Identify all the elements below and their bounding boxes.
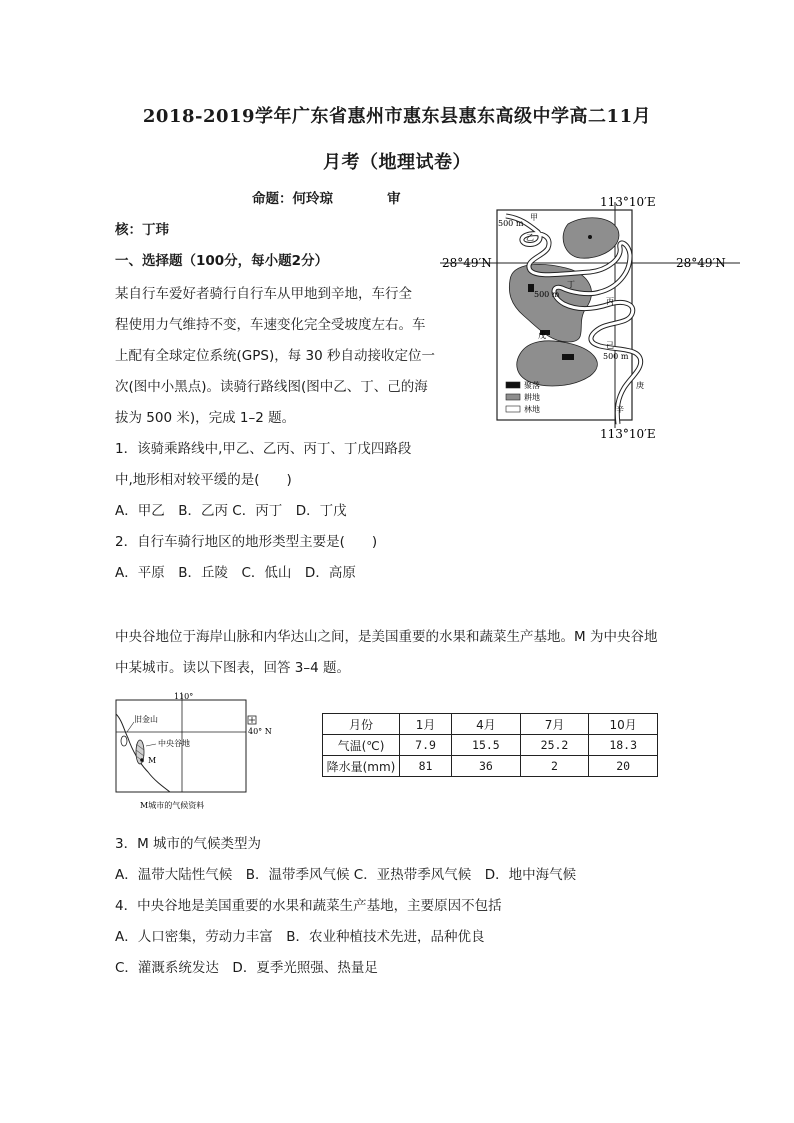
intro-line: 上配有全球定位系统(GPS)，每 30 秒自动接收定位一 <box>115 348 435 364</box>
legend-settlement: 聚落 <box>524 381 540 390</box>
table-cell: 7.9 <box>400 735 452 756</box>
table-header-cell: 1月 <box>400 714 452 735</box>
valley-label: 中央谷地 <box>158 739 190 748</box>
us-map <box>112 690 272 812</box>
intro-line: 拔为 500 米)，完成 1–2 题。 <box>115 410 296 426</box>
legend-forest: 林地 <box>524 405 540 414</box>
table-cell: 36 <box>452 756 521 777</box>
intro-line: 中某城市。读以下图表，回答 3–4 题。 <box>115 660 351 676</box>
table-cell: 2 <box>520 756 589 777</box>
question-4: 4．中央谷地是美国重要的水果和蔬菜生产基地，主要原因不包括 <box>115 898 502 914</box>
question-4-options: A．人口密集，劳动力丰富 B．农业种植技术先进，品种优良 <box>115 929 485 945</box>
us-map-latitude: 40° N <box>248 727 272 736</box>
sf-label: 旧金山 <box>134 715 158 724</box>
place-label: 甲 <box>530 213 538 222</box>
place-label: 戊 <box>538 331 546 340</box>
place-label: 庚 <box>636 381 644 390</box>
climate-table <box>322 713 658 777</box>
question-1-options: A．甲乙 B．乙丙 C．丙丁 D．丁戊 <box>115 503 347 519</box>
route-map <box>440 192 740 440</box>
contour-label: 500 m <box>498 219 524 228</box>
table-cell: 15.5 <box>452 735 521 756</box>
place-label: 丙 <box>606 297 614 306</box>
author-line: 命题：何玲琼 审 <box>252 191 401 207</box>
table-cell: 81 <box>400 756 452 777</box>
question-3-options: A．温带大陆性气候 B．温带季风气候 C．亚热带季风气候 D．地中海气候 <box>115 867 577 883</box>
bottom-longitude: 113°10′E <box>600 427 656 440</box>
question-1: 1．该骑乘路线中,甲乙、乙丙、丙丁、丁戊四路段 <box>115 441 412 457</box>
table-row <box>323 735 658 756</box>
place-label: 己 <box>606 341 614 350</box>
top-longitude: 113°10′E <box>600 195 656 209</box>
table-cell: 18.3 <box>589 735 658 756</box>
intro-line: 次(图中小黑点)。读骑行路线图(图中乙、丁、己的海 <box>115 379 428 395</box>
question-2-options: A．平原 B．丘陵 C．低山 D．高原 <box>115 565 356 581</box>
question-1-cont: 中,地形相对较平缓的是( ) <box>115 472 292 488</box>
us-map-caption: M城市的气候资料 <box>140 801 205 810</box>
place-label: 丁 <box>567 280 575 289</box>
table-header-cell: 月份 <box>323 714 400 735</box>
place-label: 乙 <box>526 233 534 242</box>
table-header-cell: 10月 <box>589 714 658 735</box>
question-2: 2．自行车骑行地区的地形类型主要是( ) <box>115 534 378 550</box>
table-row <box>323 756 658 777</box>
right-latitude: 28°49′N <box>676 256 726 270</box>
place-label: 辛 <box>616 405 624 414</box>
intro-line: 某自行车爱好者骑行自行车从甲地到辛地，车行全 <box>115 286 412 302</box>
question-3: 3．M 城市的气候类型为 <box>115 836 262 852</box>
row-label: 气温(℃) <box>323 735 400 756</box>
intro-line: 程使用力气维持不变，车速变化完全受坡度左右。车 <box>115 317 426 333</box>
table-cell: 20 <box>589 756 658 777</box>
table-header-cell: 4月 <box>452 714 521 735</box>
us-map-longitude: 110° <box>174 692 194 701</box>
contour-label: 500 m <box>603 352 629 361</box>
left-latitude: 28°49′N <box>442 256 492 270</box>
legend-farmland: 耕地 <box>524 393 540 402</box>
table-header-row <box>323 714 658 735</box>
question-4-options: C．灌溉系统发达 D．夏季光照强、热量足 <box>115 960 378 976</box>
page-subtitle: 月考（地理试卷） <box>323 152 471 173</box>
reviewer-line: 核：丁玮 <box>115 222 169 238</box>
city-m-label: M <box>148 756 157 765</box>
table-header-cell: 7月 <box>520 714 589 735</box>
row-label: 降水量(mm) <box>323 756 400 777</box>
section-heading: 一、选择题（100分，每小题2分） <box>115 253 329 269</box>
contour-label: 500 m <box>534 290 560 299</box>
table-cell: 25.2 <box>520 735 589 756</box>
page-title: 2018-2019学年广东省惠州市惠东县惠东高级中学高二11月 <box>142 106 652 127</box>
intro-line: 中央谷地位于海岸山脉和内华达山之间，是美国重要的水果和蔬菜生产基地。M 为中央谷地 <box>115 629 658 645</box>
